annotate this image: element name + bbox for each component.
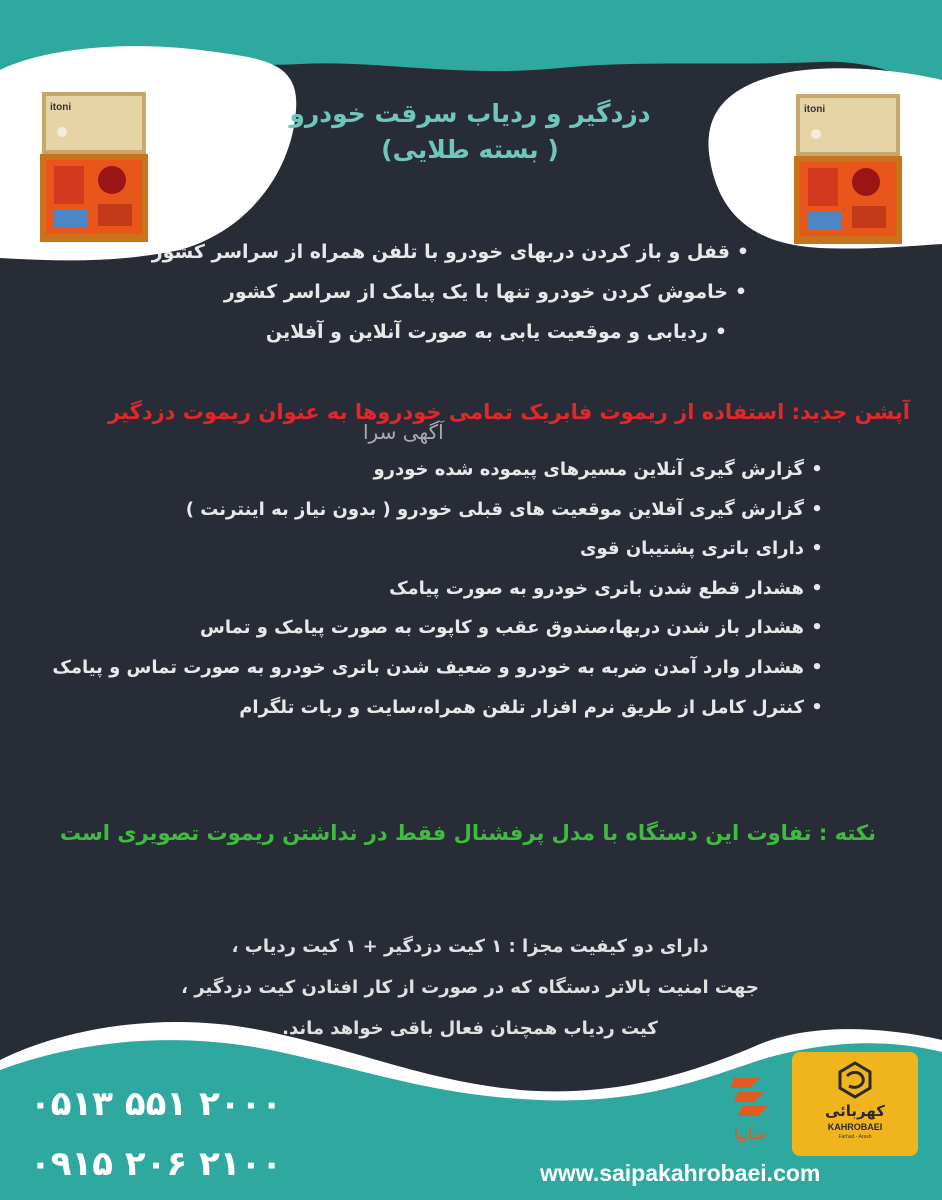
list-item: • خاموش کردن خودرو تنها با یک پیامک از سراسر کشور (152, 272, 754, 312)
description-line-3: کیت ردیاب همچنان فعال باقی خواهد ماند. (282, 1018, 658, 1039)
kahrobaei-logo-en: KAHROBAEI (827, 1122, 883, 1132)
features-list (52, 450, 830, 727)
kahrobaei-logo-fa: کهربائی (824, 1102, 886, 1120)
list-item: • ردیابی و موقعیت یابی به صورت آنلاین و آفلاین (152, 312, 734, 352)
list-item: • هشدار وارد آمدن ضربه به خودرو و ضعیف شدن باتری خودرو به صورت تماس و پیامک (52, 648, 830, 688)
list-item: • کنترل کامل از طریق نرم افزار تلفن همراه،سایت و ربات تلگرام (52, 688, 830, 728)
title-line-1: دزدگیر و ردیاب سرقت خودرو (289, 99, 651, 128)
page-title (250, 96, 690, 168)
description-line-2: جهت امنیت بالاتر دستگاه که در صورت از کار افتادن کیت دزدگیر ، (181, 977, 759, 998)
list-item: • هشدار باز شدن دربها،صندوق عقب و کاپوت به صورت پیامک و تماس (52, 608, 830, 648)
description-line-1: دارای دو کیفیت مجزا : ۱ کیت دزدگیر + ۱ کیت ردیاب ، (231, 936, 709, 957)
kahrobaei-emblem-icon (835, 1060, 875, 1100)
list-item: • قفل و باز کردن دربهای خودرو با تلفن همراه از سراسر کشور (152, 232, 756, 272)
note-text: نکته : تفاوت این دستگاه با مدل پرفشنال فقط در نداشتن ریموت تصویری است (59, 821, 876, 845)
saipa-logo (720, 1072, 780, 1152)
description-paragraph (120, 926, 820, 1049)
list-item: • گزارش گیری آفلاین موقعیت های قبلی خودرو ( بدون نیاز به اینترنت ) (52, 490, 830, 530)
title-line-2: ( بسته طلایی) (381, 135, 559, 164)
svg-text:itoni: itoni (804, 104, 826, 115)
kahrobaei-logo-sub: Farhad - Arash (838, 1134, 872, 1140)
new-option-headline: آپشن جدید: استفاده از ریموت فابریک تمامی خودروها به عنوان ریموت دزدگیر (107, 400, 910, 424)
saipa-emblem-icon (720, 1072, 780, 1124)
product-box-image-left (40, 92, 150, 242)
saipa-logo-text: سایپا (733, 1124, 767, 1143)
list-item: • دارای باتری پشتیبان قوی (52, 529, 830, 569)
phone-number-landline[interactable]: ۰۵۱۳ ۵۵۱ ۲۰۰۰ (30, 1084, 282, 1124)
product-box-image-right (794, 94, 904, 244)
kahrobaei-logo (792, 1052, 918, 1156)
top-features-list (152, 232, 756, 352)
website-link[interactable]: www.saipakahrobaei.com (540, 1160, 821, 1186)
phone-number-mobile[interactable]: ۰۹۱۵ ۲۰۶ ۲۱۰۰ (30, 1144, 282, 1184)
svg-text:itoni: itoni (50, 102, 72, 113)
watermark-text: آگهی سرا (363, 420, 444, 444)
list-item: • گزارش گیری آنلاین مسیرهای پیموده شده خودرو (52, 450, 830, 490)
list-item: • هشدار قطع شدن باتری خودرو به صورت پیامک (52, 569, 830, 609)
